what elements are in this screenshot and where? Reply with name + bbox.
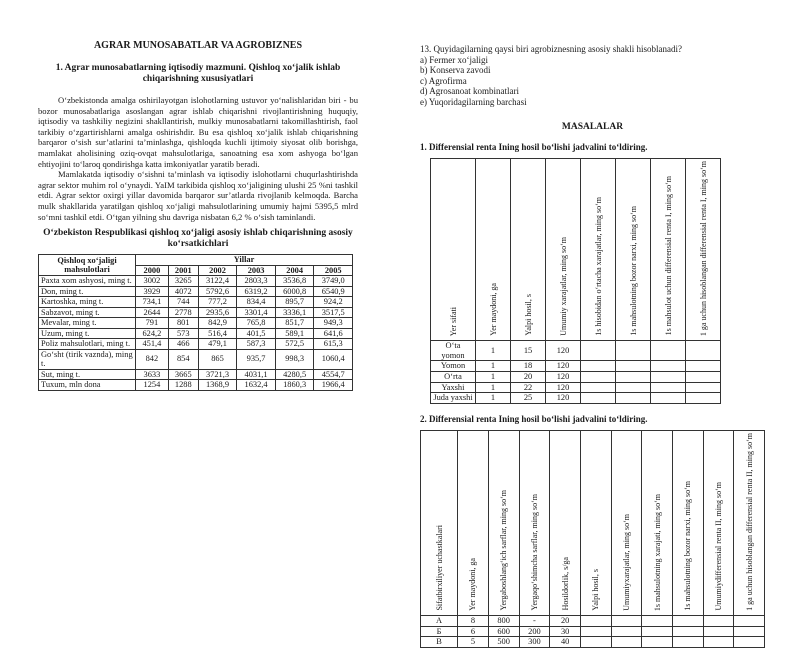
cell-value: 572,5 xyxy=(275,339,314,350)
cell-value xyxy=(703,616,734,627)
cell-value xyxy=(611,616,642,627)
cell-value: 573 xyxy=(168,328,198,339)
rent1-header-row xyxy=(431,158,721,341)
column-header-text: 1s mahsulotning bozor narxi, ming so‘m xyxy=(683,480,693,611)
cell-value xyxy=(642,616,673,627)
cell-value: 800 xyxy=(488,616,519,627)
row-label: Juda yaxshi xyxy=(431,393,476,404)
cell-value: 1060,4 xyxy=(314,349,353,369)
cell-value: 30 xyxy=(550,626,581,637)
cell-value: 2644 xyxy=(136,307,169,318)
cell-value: 3633 xyxy=(136,369,169,380)
cell-value xyxy=(734,626,765,637)
row-label: Sut, ming t. xyxy=(39,369,136,380)
chapter-title: AGRAR MUNOSABATLAR VA AGROBIZNES xyxy=(93,40,303,51)
cell-value: 2778 xyxy=(168,307,198,318)
cell-value xyxy=(580,637,611,648)
table-row xyxy=(431,382,721,393)
cell-value: 15 xyxy=(511,341,546,361)
cell-value: 1860,3 xyxy=(275,380,314,391)
cell-value: 25 xyxy=(511,393,546,404)
cell-value: 120 xyxy=(546,361,581,372)
option-e: e) Yuqoridagilarning barchasi xyxy=(420,96,527,107)
cell-value: 734,1 xyxy=(136,297,169,308)
cell-value: 1288 xyxy=(168,380,198,391)
cell-value: 4072 xyxy=(168,286,198,297)
table-row xyxy=(39,286,353,297)
task2-title: 2. Differensial renta Ining hosil bo‘lishi jadvalini to‘ldiring. xyxy=(420,413,648,424)
cell-value: 200 xyxy=(519,626,550,637)
cell-value: 854 xyxy=(168,349,198,369)
cell-value: 516,4 xyxy=(198,328,237,339)
cell-value xyxy=(581,393,616,404)
cell-value xyxy=(672,626,703,637)
rent2-body xyxy=(421,616,765,648)
table-row xyxy=(431,393,721,404)
row-label: O‘rta xyxy=(431,372,476,383)
column-header xyxy=(476,158,511,341)
table-row xyxy=(39,307,353,318)
column-header xyxy=(550,430,581,615)
row-label: Yaxshi xyxy=(431,382,476,393)
cell-value: 401,5 xyxy=(237,328,276,339)
right-column xyxy=(420,44,765,648)
row-label: B xyxy=(421,637,458,648)
cell-value xyxy=(686,341,721,361)
cell-value: 791 xyxy=(136,318,169,329)
option-d: d) Agrosanoat kombinatlari xyxy=(420,86,519,97)
cell-value: 4031,1 xyxy=(237,369,276,380)
cell-value: 3517,5 xyxy=(314,307,353,318)
cell-value: 1 xyxy=(476,372,511,383)
cell-value: 20 xyxy=(511,372,546,383)
cell-value xyxy=(581,372,616,383)
cell-value: 801 xyxy=(168,318,198,329)
cell-value xyxy=(651,393,686,404)
header-years: Yillar xyxy=(136,255,353,266)
row-label: Don, ming t. xyxy=(39,286,136,297)
column-header xyxy=(580,430,611,615)
cell-value: 120 xyxy=(546,382,581,393)
cell-value xyxy=(651,372,686,383)
cell-value xyxy=(581,382,616,393)
table-row xyxy=(421,616,765,627)
header-product: Qishloq xo‘jaligi mahsulotlari xyxy=(39,255,136,276)
cell-value: 3536,8 xyxy=(275,276,314,287)
column-header-text: Yalpi hosil, s xyxy=(591,569,601,611)
column-header xyxy=(546,158,581,341)
column-header-text: 1s mahsulot uchun differensial renta I, ming so‘m xyxy=(663,176,673,336)
column-header xyxy=(458,430,489,615)
cell-value xyxy=(581,341,616,361)
cell-value xyxy=(616,361,651,372)
cell-value: 1254 xyxy=(136,380,169,391)
column-header xyxy=(511,158,546,341)
column-header-text: Yergaboshlang‘ich sarflar, ming so‘m xyxy=(499,490,509,611)
row-label: Kartoshka, ming t. xyxy=(39,297,136,308)
column-header-text: Sifatbirxiliyer uchastkalari xyxy=(434,525,444,611)
option-a: a) Fermer xo‘jaligi xyxy=(420,54,488,65)
cell-value: 2935,6 xyxy=(198,307,237,318)
cell-value: 589,1 xyxy=(275,328,314,339)
cell-value: 1966,4 xyxy=(314,380,353,391)
table-row xyxy=(431,341,721,361)
column-header-text: Yalpi hosil, s xyxy=(523,294,533,336)
cell-value xyxy=(651,361,686,372)
cell-value xyxy=(686,393,721,404)
column-header-text: 1 ga uchun hisoblangan differensial renta I, ming so‘m xyxy=(698,160,708,336)
column-header xyxy=(519,430,550,615)
year-header: 2003 xyxy=(237,265,276,276)
cell-value: 998,3 xyxy=(275,349,314,369)
column-header xyxy=(421,430,458,615)
cell-value: 22 xyxy=(511,382,546,393)
table-row xyxy=(39,318,353,329)
cell-value: 20 xyxy=(550,616,581,627)
left-column xyxy=(38,40,358,391)
cell-value: 924,2 xyxy=(314,297,353,308)
cell-value: - xyxy=(519,616,550,627)
column-header-text: 1s mahsulotning bozor narxi, ming so‘m xyxy=(628,205,638,336)
question-block xyxy=(420,44,765,108)
question-text: 13. Quyidagilarning qaysi biri agrobiznesning asosiy shakli hisoblanadi? xyxy=(420,44,682,54)
cell-value: 3122,4 xyxy=(198,276,237,287)
cell-value: 3929 xyxy=(136,286,169,297)
column-header xyxy=(703,430,734,615)
row-label: Mevalar, ming t. xyxy=(39,318,136,329)
cell-value: 851,7 xyxy=(275,318,314,329)
column-header-text: Umumiydifferensial renta II, ming so‘m xyxy=(713,482,723,611)
cell-value: 500 xyxy=(488,637,519,648)
year-header: 2000 xyxy=(136,265,169,276)
cell-value xyxy=(651,341,686,361)
cell-value xyxy=(642,626,673,637)
cell-value: 5 xyxy=(458,637,489,648)
cell-value: 4280,5 xyxy=(275,369,314,380)
cell-value: 1 xyxy=(476,382,511,393)
cell-value xyxy=(686,372,721,383)
column-header-text: Umumiyxarajatlar, ming so‘m xyxy=(621,513,631,611)
column-header xyxy=(431,158,476,341)
cell-value xyxy=(581,361,616,372)
paragraph-2: Mamlakatda iqtisodiy o‘sishni ta’minlash va iqtisodiy islohotlarni chuqurlashtirishda agrar sektor muhim rol o‘ynaydi. YaIM tarkibida qishloq xo‘jaligining ulushi 25 %ni tashkil etdi. Agrar sektor oxirgi yillar davomida barqaror sur’atlarda rivojlanib kelmoqda. Barcha mulk shakllarida yaratilgan qishloq xo‘jaligi mahsulotlarining umumiy hajmi 5395,5 mlrd so‘mni tashkil etdi. O‘tgan yilning shu davriga nisbatan 6,2 % o‘sish taminlandi. xyxy=(38,169,358,222)
row-label: Tuxum, mln dona xyxy=(39,380,136,391)
cell-value: 895,7 xyxy=(275,297,314,308)
cell-value: 1 xyxy=(476,393,511,404)
cell-value xyxy=(686,382,721,393)
column-header xyxy=(488,430,519,615)
column-header xyxy=(734,430,765,615)
option-b: b) Konserva zavodi xyxy=(420,65,491,76)
cell-value: 479,1 xyxy=(198,339,237,350)
cell-value: 777,2 xyxy=(198,297,237,308)
column-header xyxy=(686,158,721,341)
year-header: 2004 xyxy=(275,265,314,276)
cell-value: 8 xyxy=(458,616,489,627)
cell-value xyxy=(703,637,734,648)
cell-value: 834,4 xyxy=(237,297,276,308)
table-title: O‘zbekiston Respublikasi qishloq xo‘jaligi asosiy ishlab chiqarishning asosiy ko‘rsatkichlari xyxy=(43,228,353,250)
section-subtitle: 1. Agrar munosabatlarning iqtisodiy mazmuni. Qishloq xo‘jalik ishlab chiqarishning xususiyatlari xyxy=(55,63,341,84)
row-label: Б xyxy=(421,626,458,637)
rent2-table xyxy=(420,430,765,648)
task1-title: 1. Differensial renta Ining hosil bo‘lishi jadvalini to‘ldiring. xyxy=(420,141,648,152)
cell-value: 1 xyxy=(476,341,511,361)
indicators-table xyxy=(38,254,353,391)
column-header-text: Hosildorlik, s/ga xyxy=(560,557,570,611)
table-row xyxy=(39,328,353,339)
cell-value: 3749,0 xyxy=(314,276,353,287)
row-label: O‘ta yomon xyxy=(431,341,476,361)
cell-value: 935,7 xyxy=(237,349,276,369)
table-row xyxy=(421,626,765,637)
cell-value xyxy=(616,372,651,383)
cell-value: 624,2 xyxy=(136,328,169,339)
table-row xyxy=(39,297,353,308)
cell-value: 765,8 xyxy=(237,318,276,329)
cell-value: 3002 xyxy=(136,276,169,287)
cell-value: 1368,9 xyxy=(198,380,237,391)
cell-value: 120 xyxy=(546,341,581,361)
row-label: Poliz mahsulotlari, ming t. xyxy=(39,339,136,350)
rent1-body xyxy=(431,341,721,404)
column-header xyxy=(581,158,616,341)
cell-value xyxy=(611,637,642,648)
row-label: Yomon xyxy=(431,361,476,372)
cell-value xyxy=(611,626,642,637)
cell-value: 615,3 xyxy=(314,339,353,350)
column-header-text: Umumiy xarajatlar, ming so‘m xyxy=(558,236,568,336)
cell-value xyxy=(616,382,651,393)
column-header-text: 1 ga uchun hisoblangan differensial renta II, ming so‘m xyxy=(744,432,754,611)
cell-value: 3301,4 xyxy=(237,307,276,318)
table-row xyxy=(39,349,353,369)
cell-value: 3336,1 xyxy=(275,307,314,318)
cell-value: 842,9 xyxy=(198,318,237,329)
option-c: c) Agrofirma xyxy=(420,75,467,86)
cell-value: 300 xyxy=(519,637,550,648)
cell-value xyxy=(616,341,651,361)
cell-value: 1632,4 xyxy=(237,380,276,391)
table-row xyxy=(431,372,721,383)
cell-value: 865 xyxy=(198,349,237,369)
cell-value xyxy=(734,616,765,627)
table-row xyxy=(39,276,353,287)
year-header: 2002 xyxy=(198,265,237,276)
cell-value: 6540,9 xyxy=(314,286,353,297)
cell-value: 6319,2 xyxy=(237,286,276,297)
cell-value xyxy=(703,626,734,637)
rent1-table xyxy=(430,158,721,404)
table-row xyxy=(39,339,353,350)
column-header-text: 1s mahsulotning xarajati, ming so‘m xyxy=(652,493,662,611)
cell-value xyxy=(686,361,721,372)
cell-value: 3721,3 xyxy=(198,369,237,380)
column-header xyxy=(616,158,651,341)
table-row xyxy=(431,361,721,372)
cell-value: 842 xyxy=(136,349,169,369)
cell-value: 466 xyxy=(168,339,198,350)
cell-value: 120 xyxy=(546,393,581,404)
table-row xyxy=(39,380,353,391)
cell-value xyxy=(672,637,703,648)
cell-value: 6000,8 xyxy=(275,286,314,297)
column-header xyxy=(672,430,703,615)
column-header-text: 1s hisobidan o‘rtacha xarajatlar, ming so‘m xyxy=(593,196,603,336)
column-header xyxy=(611,430,642,615)
cell-value: 120 xyxy=(546,372,581,383)
year-header: 2005 xyxy=(314,265,353,276)
cell-value: 451,4 xyxy=(136,339,169,350)
row-label: Go‘sht (tirik vaznda), ming t. xyxy=(39,349,136,369)
cell-value xyxy=(672,616,703,627)
cell-value: 744 xyxy=(168,297,198,308)
indicators-body xyxy=(39,276,353,391)
column-header xyxy=(651,158,686,341)
cell-value: 6 xyxy=(458,626,489,637)
column-header-text: Yer sifati xyxy=(448,306,458,336)
column-header-text: Yer maydoni, ga xyxy=(488,282,498,336)
column-header xyxy=(642,430,673,615)
cell-value: 641,6 xyxy=(314,328,353,339)
paragraph-1: O‘zbekistonda amalga oshirilayotgan islohotlarning ustuvor yo‘nalishlaridan biri - bu bozor munosabatlariga asoslangan agrar ishlab chiqarishni rivojlantirishning huquqiy, iqtisodiy va tashkiliy negizini shakllantirish, mulkiy munosabatlarni takomillashtirish, faol tarkibiy o‘zgartirishlarni amalga oshirishdir. Bu esa qishloq xo‘jalik ishlab chiqarishning barqaror o‘sish sur’atlarini ta’minlashga, qishloqda kuchli ijtimoiy siyosat olib borishga, mamlakat aholisining oziq-ovqat mahsulotlariga, sanoatning esa xom ashyoga bo‘lgan ehtiyojini to‘laroq qondirishga katta imkoniyatlar yaratib beradi. xyxy=(38,95,358,169)
table-row xyxy=(421,637,765,648)
cell-value: 3665 xyxy=(168,369,198,380)
column-header-text: Yergaqo‘shimcha sarflar, ming so‘m xyxy=(529,494,539,611)
rent2-header-row xyxy=(421,430,765,615)
cell-value: 4554,7 xyxy=(314,369,353,380)
cell-value: 949,3 xyxy=(314,318,353,329)
row-label: Paxta xom ashyosi, ming t. xyxy=(39,276,136,287)
cell-value xyxy=(580,626,611,637)
cell-value: 1 xyxy=(476,361,511,372)
year-header: 2001 xyxy=(168,265,198,276)
cell-value: 18 xyxy=(511,361,546,372)
cell-value xyxy=(580,616,611,627)
cell-value: 3265 xyxy=(168,276,198,287)
cell-value: 5792,6 xyxy=(198,286,237,297)
cell-value: 2803,3 xyxy=(237,276,276,287)
row-label: Sabzavot, ming t. xyxy=(39,307,136,318)
row-label: A xyxy=(421,616,458,627)
table-row xyxy=(39,369,353,380)
cell-value xyxy=(734,637,765,648)
cell-value xyxy=(642,637,673,648)
column-header-text: Yer maydoni, ga xyxy=(468,557,478,611)
cell-value: 600 xyxy=(488,626,519,637)
cell-value: 40 xyxy=(550,637,581,648)
cell-value xyxy=(616,393,651,404)
row-label: Uzum, ming t. xyxy=(39,328,136,339)
cell-value: 587,3 xyxy=(237,339,276,350)
section-title: MASALALAR xyxy=(561,121,624,132)
cell-value xyxy=(651,382,686,393)
